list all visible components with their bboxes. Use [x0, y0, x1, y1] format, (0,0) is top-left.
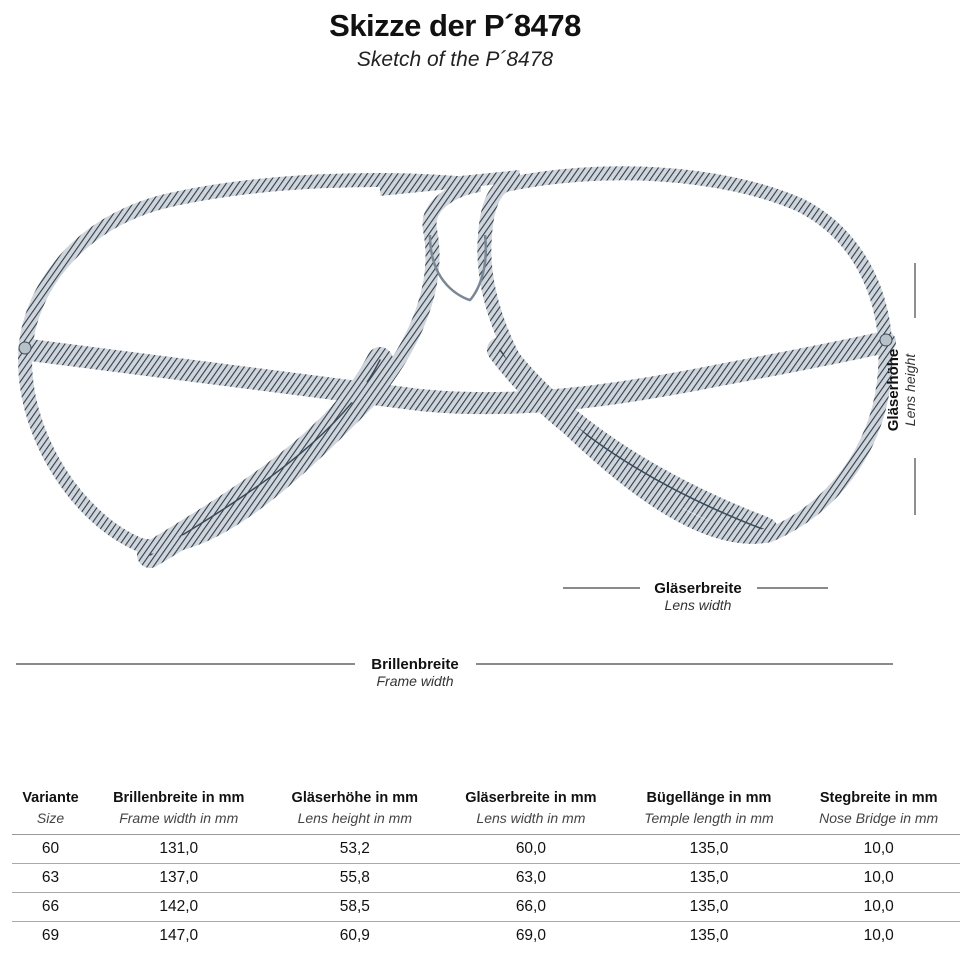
table-row — [12, 835, 960, 864]
table-cell: 142,0 — [89, 893, 268, 922]
table-cell: 135,0 — [621, 835, 798, 864]
table-cell: 60 — [12, 835, 89, 864]
table-cell: 69,0 — [515, 927, 546, 944]
lens-width-label — [628, 580, 768, 613]
header-variant: Variante Size — [12, 788, 89, 835]
table-cell: 10,0 — [797, 864, 960, 893]
header-frame-width: Brillenbreite in mm Frame width in mm — [89, 788, 268, 835]
header-nose-bridge: Stegbreite in mm Nose Bridge in mm — [797, 788, 960, 835]
table-cell: 63,0 — [441, 864, 620, 893]
table-cell: 131,0 — [89, 835, 268, 864]
table-cell: 10,0 — [797, 835, 960, 864]
header-lens-width: Gläserbreite in mm Lens width in mm — [441, 788, 620, 835]
table-cell: 66,0 — [441, 893, 620, 922]
table-cell: 55,8 — [268, 864, 441, 893]
left-hinge — [19, 342, 31, 354]
table-cell: 135,0 — [621, 893, 798, 922]
frame-width-label — [345, 656, 485, 689]
lens-width-label-de: Gläserbreite — [654, 580, 742, 597]
table-cell: 147,0 — [159, 927, 199, 944]
frame-width-label-de: Brillenbreite — [371, 656, 459, 673]
table-cell: 53,2 — [268, 835, 441, 864]
page-title: Skizze der P´8478 — [329, 8, 581, 43]
table-cell: 66 — [12, 893, 89, 922]
table-cell: 10,0 — [863, 927, 894, 944]
folded-temples — [30, 342, 885, 403]
table-cell: 135,0 — [621, 864, 798, 893]
table-cell: 135,0 — [689, 927, 729, 944]
lens-height-label — [886, 320, 918, 460]
table-row — [12, 922, 960, 951]
page-subtitle: Sketch of the P´8478 — [356, 48, 554, 71]
table-cell: 60,9 — [339, 927, 370, 944]
table-cell: 60,0 — [441, 835, 620, 864]
header-lens-height: Gläserhöhe in mm Lens height in mm — [268, 788, 441, 835]
table-cell: 69 — [41, 927, 60, 944]
lens-height-label-en: Lens height — [901, 353, 918, 427]
table-cell: 58,5 — [268, 893, 441, 922]
table-header-row — [12, 788, 960, 835]
table-cell: 137,0 — [89, 864, 268, 893]
frame-width-label-en: Frame width — [376, 673, 454, 690]
lens-height-label-de: Gläserhöhe — [885, 348, 903, 432]
size-table — [12, 788, 960, 950]
table-cell: 10,0 — [797, 893, 960, 922]
header-temple-length: Bügellänge in mm Temple length in mm — [621, 788, 798, 835]
lens-width-label-en: Lens width — [664, 597, 732, 614]
table-cell: 63 — [12, 864, 89, 893]
table-row — [12, 893, 960, 922]
table-row — [12, 864, 960, 893]
